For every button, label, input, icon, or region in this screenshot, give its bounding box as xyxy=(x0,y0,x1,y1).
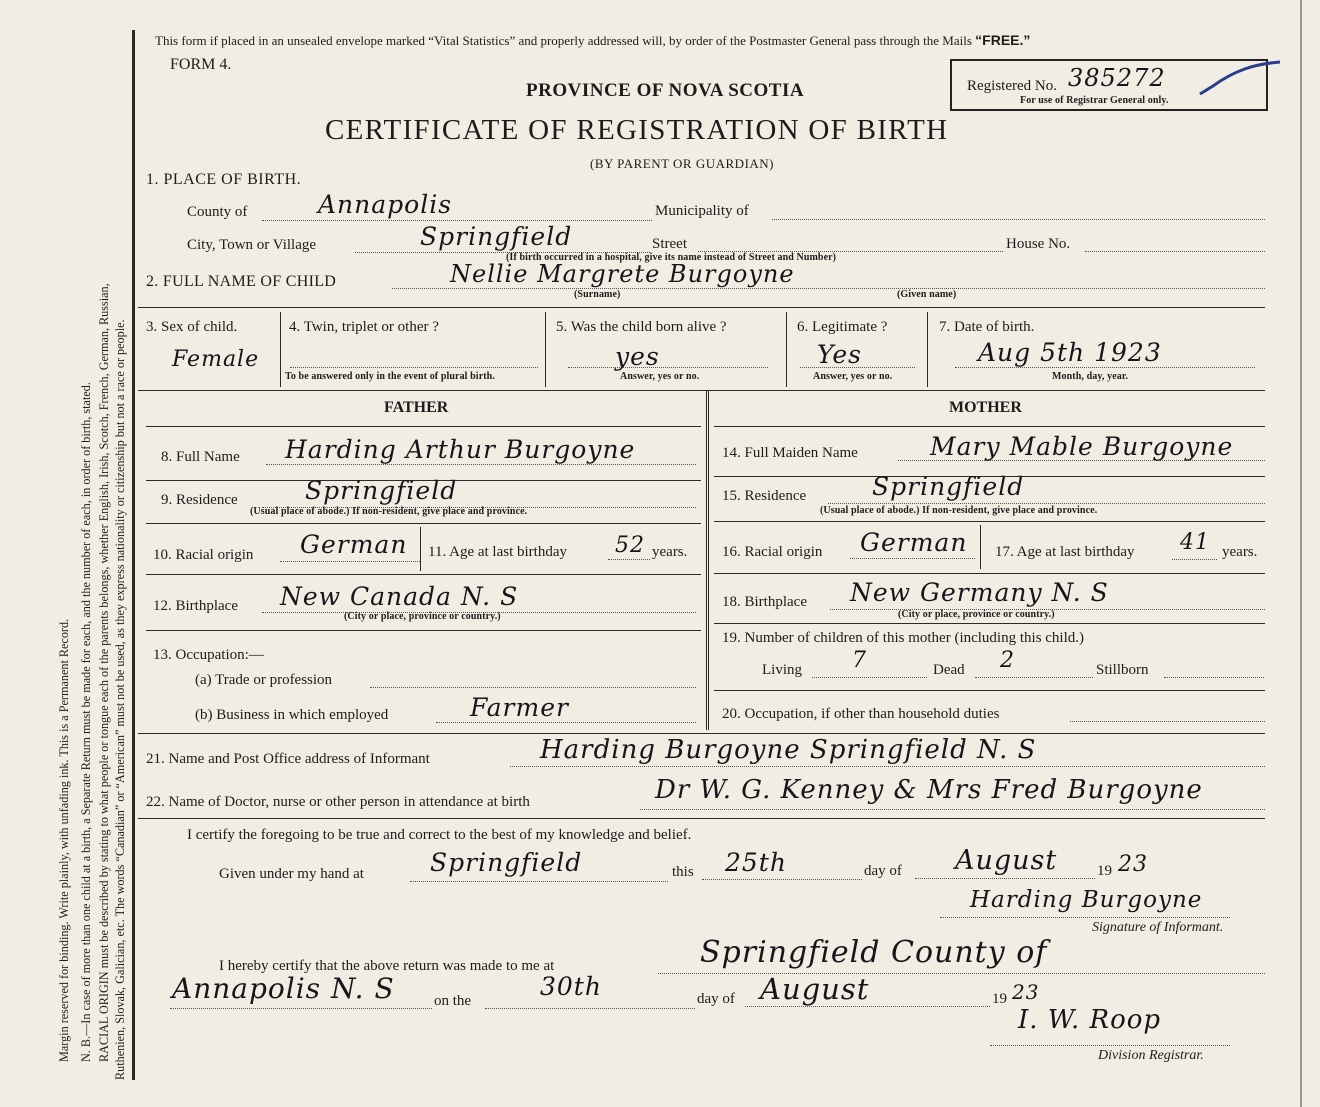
father-age-value: 52 xyxy=(615,533,645,558)
legitimate-note: Answer, yes or no. xyxy=(813,371,893,382)
place-heading: 1. PLACE OF BIRTH. xyxy=(146,171,302,188)
mother-residence-value: Springfield xyxy=(872,472,1025,501)
father-business-label: (b) Business in which employed xyxy=(195,707,389,723)
father-birthplace-note: (City or place, province or country.) xyxy=(344,611,501,622)
legitimate-value: Yes xyxy=(817,340,862,369)
mother-age-value: 41 xyxy=(1180,530,1210,555)
registered-number: 385272 xyxy=(1068,64,1166,92)
sex-label: 3. Sex of child. xyxy=(146,319,238,335)
dead-value: 2 xyxy=(1000,648,1015,673)
father-birthplace-label: 12. Birthplace xyxy=(153,598,238,614)
margin-note-1: Margin reserved for binding. Write plainly, with unfading ink. This is a Permanent Record. xyxy=(57,618,71,1062)
county-value: Annapolis xyxy=(318,190,453,219)
given-place-value: Springfield xyxy=(430,848,583,877)
mother-residence-label: 15. Residence xyxy=(722,488,807,504)
father-trade-label: (a) Trade or profession xyxy=(195,672,333,688)
page-subtitle: (BY PARENT OR GUARDIAN) xyxy=(590,156,775,171)
page-title: CERTIFICATE OF REGISTRATION OF BIRTH xyxy=(325,114,949,146)
informant-signature-label: Signature of Informant. xyxy=(1092,920,1224,935)
father-heading: FATHER xyxy=(384,399,449,416)
sex-value: Female xyxy=(172,347,260,372)
registrar-signature-label: Division Registrar. xyxy=(1098,1048,1204,1063)
mother-name-value: Mary Mable Burgoyne xyxy=(930,432,1234,461)
father-race-value: German xyxy=(300,530,408,559)
alive-note: Answer, yes or no. xyxy=(620,371,700,382)
registrar-only-note: For use of Registrar General only. xyxy=(1020,95,1169,106)
registrar-signature: I. W. Roop xyxy=(1018,1005,1162,1035)
margin-note-4: Ruthenien, Slovak, Galician, etc. The words “Canadian” or “American” must not be used, as they express nationality or citizenship but not a race or people. xyxy=(113,319,127,1080)
mother-heading: MOTHER xyxy=(949,399,1022,416)
father-residence-value: Springfield xyxy=(305,476,458,505)
father-occupation-label: 13. Occupation:— xyxy=(153,647,264,663)
father-race-label: 10. Racial origin xyxy=(153,547,254,563)
margin-note-2: N. B.—In case of more than one child at a birth, a Separate Return must be made for each, and the number of each, in order of birth, stated. xyxy=(79,382,93,1062)
informant-label: 21. Name and Post Office address of Informant xyxy=(146,751,430,767)
mother-name-label: 14. Full Maiden Name xyxy=(722,445,858,461)
registrar-on-label: on the xyxy=(434,993,472,1009)
mother-birthplace-value: New Germany N. S xyxy=(850,578,1109,607)
registrar-dayof-label: day of xyxy=(697,991,735,1007)
form-number: FORM 4. xyxy=(170,56,232,73)
county-label: County of xyxy=(187,204,248,220)
dead-label: Dead xyxy=(933,662,965,678)
street-label: Street xyxy=(652,236,687,252)
doctor-value: Dr W. G. Kenney & Mrs Fred Burgoyne xyxy=(655,775,1203,805)
hospital-note: (If birth occurred in a hospital, give its name instead of Street and Number) xyxy=(506,252,837,263)
living-label: Living xyxy=(762,662,802,678)
legitimate-label: 6. Legitimate ? xyxy=(797,319,888,335)
cert-month-value: August xyxy=(955,845,1058,876)
alive-label: 5. Was the child born alive ? xyxy=(556,319,727,335)
municipality-label: Municipality of xyxy=(655,203,749,219)
registered-label: Registered No. xyxy=(967,78,1057,94)
dob-value: Aug 5th 1923 xyxy=(978,338,1162,367)
father-birthplace-value: New Canada N. S xyxy=(280,582,519,611)
mother-race-label: 16. Racial origin xyxy=(722,544,823,560)
registrar-statement: I hereby certify that the above return was made to me at xyxy=(219,958,555,974)
alive-value: yes xyxy=(615,342,660,371)
informant-signature: Harding Burgoyne xyxy=(970,887,1203,913)
twin-label: 4. Twin, triplet or other ? xyxy=(289,319,439,335)
mother-children-label: 19. Number of children of this mother (including this child.) xyxy=(722,630,1085,646)
mother-birthplace-note: (City or place, province or country.) xyxy=(898,609,1055,620)
child-name-label: 2. FULL NAME OF CHILD xyxy=(146,273,337,290)
right-edge xyxy=(1300,0,1302,1107)
cert-year-value: 23 xyxy=(1118,852,1148,877)
margin-note-3: RACIAL ORIGIN must be described by stating to what people or tongue each of the parents belongs, whether English, Irish, Scotch, French, German, Russian, xyxy=(97,283,111,1062)
cert-year-prefix: 19 xyxy=(1097,863,1112,879)
registrar-year-prefix: 19 xyxy=(992,991,1007,1007)
cert-day-value: 25th xyxy=(725,848,787,877)
registrar-place-value-2: Annapolis N. S xyxy=(172,972,395,1005)
twin-note: To be answered only in the event of plural birth. xyxy=(285,371,495,382)
stillborn-label: Stillborn xyxy=(1096,662,1149,678)
city-value: Springfield xyxy=(420,222,573,251)
mother-race-value: German xyxy=(860,528,968,557)
given-under-label: Given under my hand at xyxy=(219,866,364,882)
certify-statement: I certify the foregoing to be true and correct to the best of my knowledge and belief. xyxy=(187,827,692,843)
postal-note: This form if placed in an unsealed envelope marked “Vital Statistics” and properly addressed will, by order of the Postmaster General pass through the Mails “FREE.” xyxy=(155,32,1031,48)
margin-rule xyxy=(132,30,135,1080)
given-name-note: (Given name) xyxy=(897,289,957,300)
father-name-label: 8. Full Name xyxy=(161,449,240,465)
province-heading: PROVINCE OF NOVA SCOTIA xyxy=(526,80,805,101)
dob-note: Month, day, year. xyxy=(1052,371,1129,382)
registrar-day-value: 30th xyxy=(540,972,602,1001)
this-label: this xyxy=(672,864,694,880)
child-name-value: Nellie Margrete Burgoyne xyxy=(450,260,795,288)
city-label: City, Town or Village xyxy=(187,237,317,253)
dob-label: 7. Date of birth. xyxy=(939,319,1035,335)
mother-birthplace-label: 18. Birthplace xyxy=(722,594,807,610)
doctor-label: 22. Name of Doctor, nurse or other person in attendance at birth xyxy=(146,794,530,810)
cert-dayof-label: day of xyxy=(864,863,902,879)
check-mark-icon xyxy=(1195,58,1285,98)
registrar-month-value: August xyxy=(760,972,870,1006)
father-residence-label: 9. Residence xyxy=(161,492,238,508)
father-name-value: Harding Arthur Burgoyne xyxy=(285,435,636,464)
mother-residence-note: (Usual place of abode.) If non-resident, give place and province. xyxy=(820,505,1098,516)
mother-occupation-label: 20. Occupation, if other than household duties xyxy=(722,706,1000,722)
surname-note: (Surname) xyxy=(574,289,621,300)
living-value: 7 xyxy=(852,648,867,673)
father-age-label: 11. Age at last birthday xyxy=(428,544,567,560)
father-business-value: Farmer xyxy=(470,693,569,722)
mother-age-label: 17. Age at last birthday xyxy=(995,544,1135,560)
mother-age-unit: years. xyxy=(1222,544,1258,560)
informant-value: Harding Burgoyne Springfield N. S xyxy=(540,735,1037,765)
father-age-unit: years. xyxy=(652,544,688,560)
registrar-place-value: Springfield County of xyxy=(700,935,1048,970)
registrar-year-value: 23 xyxy=(1012,980,1040,1004)
house-label: House No. xyxy=(1006,236,1071,252)
father-residence-note: (Usual place of abode.) If non-resident, give place and province. xyxy=(250,506,528,517)
